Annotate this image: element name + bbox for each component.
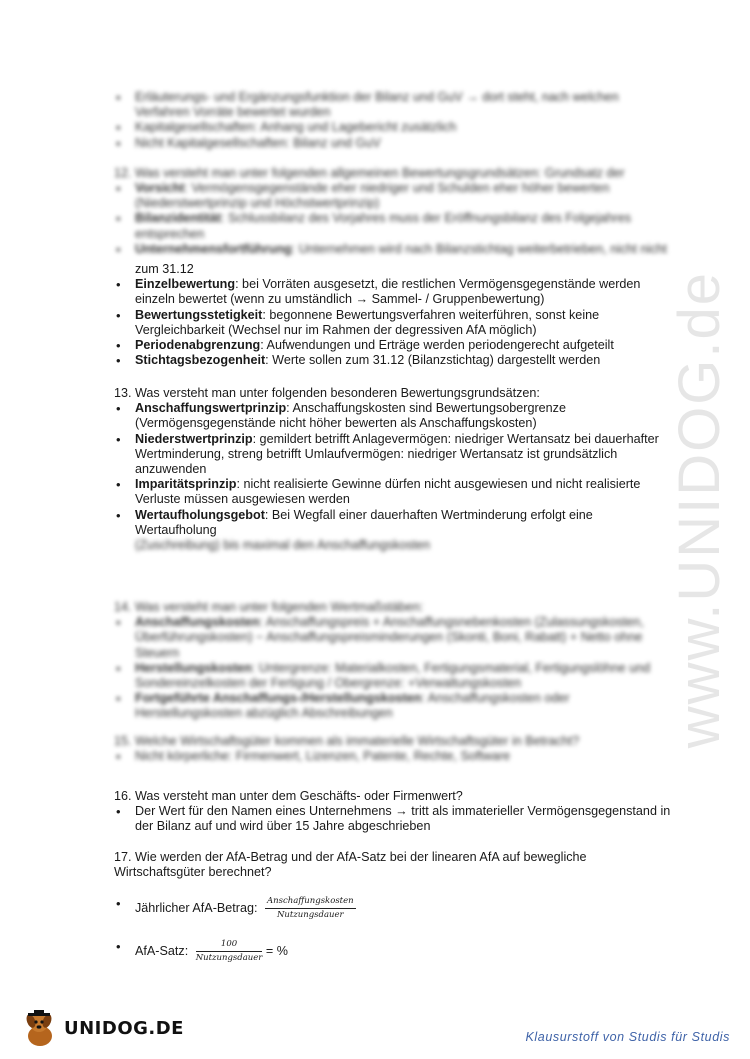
list-item: • Stichtagsbezogenheit: Werte sollen zum 31.12 (Bilanzstichtag) dargestellt werden	[114, 353, 674, 368]
question-13: 13. Was versteht man unter folgenden besonderen Bewertungsgrundsätzen:	[114, 386, 540, 400]
question-14: 14. Was versteht man unter folgenden Wertmaßstäben:	[114, 600, 424, 614]
list-item: • Imparitätsprinzip: nicht realisierte Gewinne dürfen nicht ausgewiesen und nicht realisierte Verluste müssen ausgewiesen werden	[114, 477, 674, 507]
list-item: • Vorsicht: Vermögensgegenstände eher niedriger und Schulden eher höher bewerten (Niederstwertprinzip und Höchstwertprinzip)	[114, 181, 674, 211]
list-item: • Nicht Kapitalgesellschaften: Bilanz und GuV	[114, 136, 674, 151]
watermark: www.UNIDOG.de	[667, 271, 733, 749]
list-item: • Bewertungsstetigkeit: begonnene Bewertungsverfahren weiterführen, sonst keine Vergleichbarkeit (Wechsel nur im Rahmen der degressiven AfA möglich)	[114, 308, 674, 338]
list-item: • Kapitalgesellschaften: Anhang und Lagebericht zusätzlich	[114, 120, 674, 135]
list-item: • Der Wert für den Namen eines Unternehmens → tritt als immaterieller Vermögensgegenstand in der Bilanz auf und wird über 15 Jahre abgeschrieben	[114, 804, 674, 834]
question-15: 15. Welche Wirtschaftsgüter kommen als immaterielle Wirtschaftsgüter in Betracht?	[114, 733, 580, 748]
dog-icon	[20, 1009, 60, 1049]
formula-afa-satz: • AfA-Satz: $\frac{100}{\text{Nutzungsdauer}}$ = %	[114, 939, 674, 964]
fraction: $\frac{100}{\text{Nutzungsdauer}}$	[195, 939, 263, 964]
list-item: • Anschaffungskosten: Anschaffungspreis + Anschaffungsnebenkosten (Zulassungskosten, Überführungskosten) − Anschaffungspreisminderungen (Skonti, Boni, Rabatt) + Netto ohne Steuern	[114, 615, 674, 661]
footer-slogan: Klausurstoff von Studis für Studis	[525, 1030, 730, 1044]
section-13	[114, 386, 674, 553]
list-item: • Herstellungskosten: Untergrenze: Materialkosten, Fertigungsmaterial, Fertigungslöhne und Sondereinzelkosten der Fertigung / Obergrenze: +Verwaltungskosten	[114, 661, 674, 691]
list-item: • Fortgeführte Anschaffungs-/Herstellungskosten: Anschaffungskosten oder Herstellungskosten abzüglich Abschreibungen	[114, 691, 674, 721]
section-12-clear	[114, 262, 674, 368]
list-item: • Einzelbewertung: bei Vorräten ausgesetzt, die restlichen Vermögensgegenstände werden einzeln bewertet (wenn zu umständlich → Sammel- / Gruppenbewertung)	[114, 277, 674, 307]
formula-afa-betrag: • Jährlicher AfA-Betrag: $\frac{\text{Anschaffungskosten}}{\text{Nutzungsdauer}}$	[114, 896, 674, 921]
list-item: • Periodenabgrenzung: Aufwendungen und Erträge werden periodengerecht aufgeteilt	[114, 338, 674, 353]
question-16: 16. Was versteht man unter dem Geschäfts- oder Firmenwert?	[114, 789, 463, 803]
list-item: • Wertaufholungsgebot: Bei Wegfall einer dauerhaften Wertminderung erfolgt eine Wertaufholung	[114, 508, 674, 538]
section-17	[114, 850, 674, 964]
list-item: • Unternehmensfortführung: Unternehmen wird nach Bilanzstichtag weiterbetrieben, nicht nicht	[114, 242, 674, 257]
unidog-logo: UNIDOG.DE	[20, 1008, 184, 1050]
list-item: • Bilanzidentität: Schlussbilanz des Vorjahres muss der Eröffnungsbilanz des Folgejahres entsprechen	[114, 211, 674, 241]
question-12: 12. Was versteht man unter folgenden allgemeinen Bewertungsgrundsätzen: Grundsatz der	[114, 165, 625, 180]
blurred-continuation: (Zuschreibung) bis maximal den Anschaffungskosten	[135, 538, 431, 553]
list-item: • Erläuterungs- und Ergänzungsfunktion der Bilanz und GuV → dort steht, nach welchen Verfahren Vorräte bewertet wurden	[114, 90, 674, 120]
question-17: 17. Wie werden der AfA-Betrag und der AfA-Satz bei der linearen AfA auf bewegliche Wirtschaftsgüter berechnet?	[114, 850, 587, 880]
blurred-middle-section	[114, 600, 674, 764]
fraction: $\frac{\text{Anschaffungskosten}}{\text{Nutzungsdauer}}$	[267, 896, 354, 921]
list-item: • Niederstwertprinzip: gemildert betrifft Anlagevermögen: niedriger Wertansatz bei dauerhafter Wertminderung, streng betrifft Umlaufvermögen: niedriger Wertansatz ist grundsätzlich anzuwenden	[114, 432, 674, 478]
blurred-top-section	[114, 90, 674, 257]
section-16	[114, 789, 674, 835]
continuation-text: zum 31.12	[135, 262, 194, 276]
list-item: • Anschaffungswertprinzip: Anschaffungskosten sind Bewertungsobergrenze (Vermögensgegenstände nicht höher bewerten als Anschaffungskosten)	[114, 401, 674, 431]
list-item: • Nicht körperliche: Firmenwert, Lizenzen, Patente, Rechte, Software	[114, 749, 674, 764]
